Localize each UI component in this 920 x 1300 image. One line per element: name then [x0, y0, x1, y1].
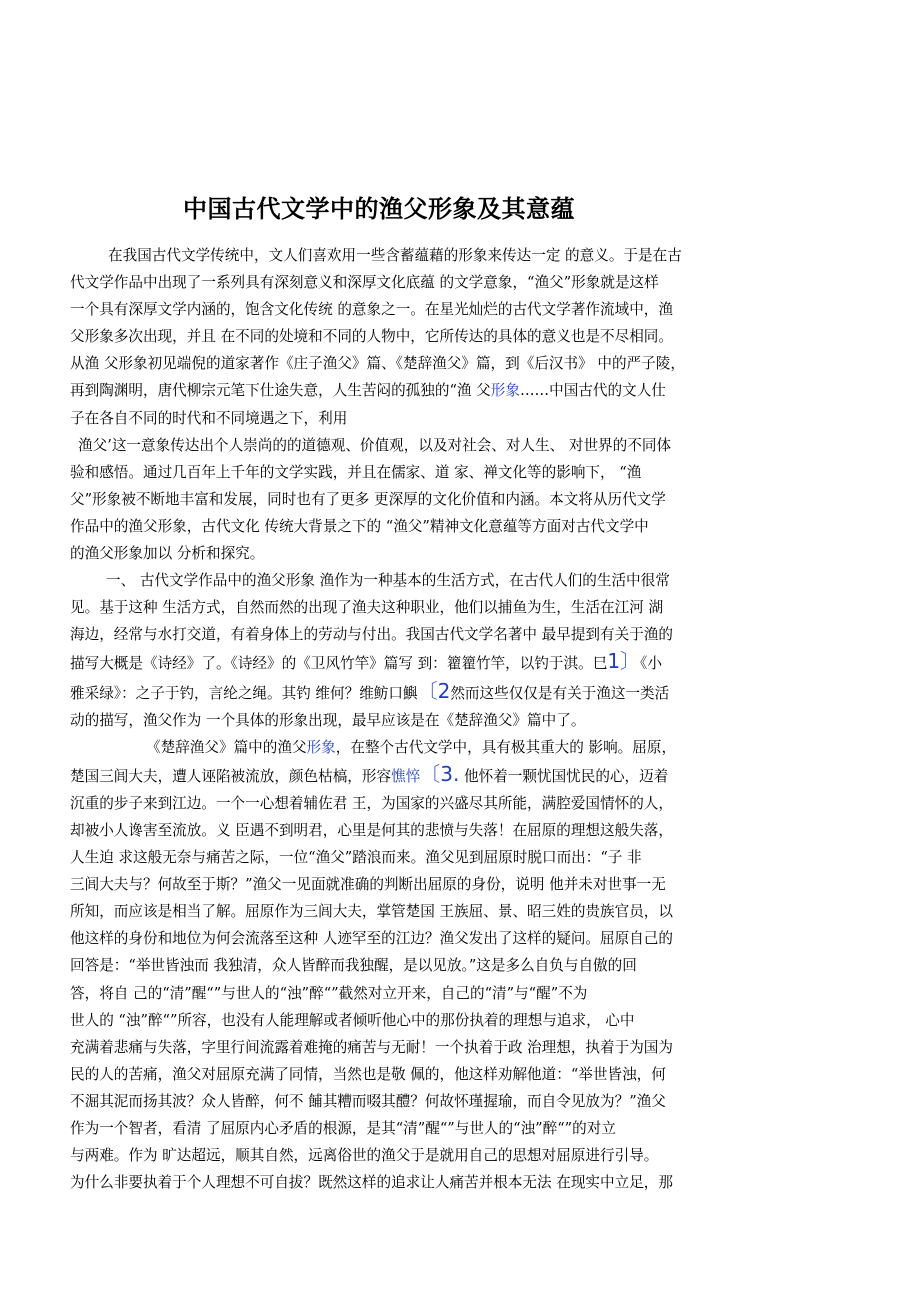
text-line: 父”形象被不断地丰富和发展，同时也有了更多 更深厚的文化价值和内涵。本文将从历代文学 [70, 490, 666, 508]
highlighted-word: 形象 [306, 738, 336, 756]
document-body [70, 242, 720, 1196]
text-line: 一、 古代文学作品中的渔父形象 渔作为一种基本的生活方式，在古代人们的生活中很常 [106, 572, 670, 590]
text-line: 作品中的渔父形象，古代文化 传统大背景之下的 “渔父”精神文化意蕴等方面对古代文学中 [70, 517, 649, 535]
text-line: 再到陶渊明，唐代柳宗元笔下仕途失意，人生苦闷的孤独的“渔 父形象……中国古代的文人仕 [70, 382, 666, 400]
text-line: 充满着悲痛与失落，字里行间流露着难掩的痛苦与无耐！一个执着于政 治理想，执着于为国为 [70, 1038, 673, 1056]
page-title: 中国古代文学中的渔父形象及其意蕴 [183, 195, 575, 223]
text-line: 动的描写，渔父作为 一个具体的形象出现，最早应该是在《楚辞渔父》篇中了。 [70, 711, 586, 729]
text-line: 回答是：“举世皆浊而 我独清，众人皆醉而我独醒，是以见放。”这是多么自负与自傲的回 [70, 957, 637, 975]
text-line: 的渔父形象加以 分析和探究。 [70, 545, 265, 563]
text-line: 不淈其泥而扬其波？众人皆醉，何不 餔其糟而啜其醴？何故怀瑾握瑜，而自令见放为？”渔父 [70, 1092, 666, 1110]
text-line: 作为一个智者，看清 了屈原内心矛盾的根源，是其“清”醒“”与世人的“浊”醉“”的对立 [70, 1120, 616, 1137]
text-line: 却被小人谗害至流放。义 臣遇不到明君，心里是何其的悲愤与失落！在屈原的理想这般失落， [70, 821, 673, 839]
text-line: 所知，而应该是相当了解。屈原作为三闾大夫，掌管楚国 王族屈、景、昭三姓的贵族官员，以 [70, 903, 673, 921]
text-line: 验和感悟。通过几百年上千年的文学实践，并且在儒家、道 家、禅文化等的影响下， “渔 [70, 463, 642, 481]
footnote-ref: 1〕 [607, 649, 641, 674]
text-line: 楚国三闾大夫，遭人诬陷被流放，颜色枯槁，形容憔悴〔3. 他怀着一颗忧国忧民的心，迈着 [70, 761, 669, 786]
text-line: 父形象多次出现，并且 在不同的处境和不同的人物中，它所传达的具体的意义也是不尽相同。 [70, 328, 673, 346]
text-line: 与两难。作为 旷达超远，顺其自然，远离俗世的渔父于是就用自己的思想对屈原进行引导。 [70, 1147, 659, 1165]
text-line: 海边，经常与水打交道，有着身体上的劳动与付出。我国古代文学名著中 最早提到有关于渔的 [70, 626, 673, 644]
text-line: 描写大概是《诗经》了。《诗经》的《卫风竹竿》篇写 到：籊籊竹竿，以钓于淇。巳1〕《小 [70, 649, 662, 674]
footnote-ref: 〔2 [417, 678, 451, 703]
text-line: 代文学作品中出现了一系列具有深刻意义和深厚文化底蕴 的文学意象，“渔父”形象就是这样 [70, 274, 659, 292]
footnote-ref: 〔3. [420, 761, 460, 786]
text-line: 在我国古代文学传统中，文人们喜欢用一些含蓄蕴藉的形象来传达一定 的意义。于是在古 [108, 247, 682, 264]
text-line: 人生迫 求这般无奈与痛苦之际，一位“渔父”踏浪而来。渔父见到屈原时脱口而出：“子 非 [70, 849, 642, 867]
highlighted-word: 憔悴 [391, 767, 421, 785]
highlighted-word: 形象 [490, 382, 520, 400]
text-line: 世人的 “浊”醉“”所容，也没有人能理解或者倾听他心中的那份执着的理想与追求， 心中 [70, 1011, 635, 1029]
text-line: 沉重的步子来到江边。一个一心想着辅佐君 王，为国家的兴盛尽其所能，满腔爱国情怀的人， [70, 794, 673, 812]
text-line: 从渔 父形象初见端倪的道家著作《庄子渔父》篇、《楚辞渔父》篇，到《后汉书》 中的严子陵， [70, 355, 685, 373]
text-line: 答，将自 己的“清”醒“”与世人的“浊”醉“”截然对立开来，自己的“清”与“醒”不为 [70, 984, 588, 1002]
text-line: 一个具有深厚文学内涵的，饱含文化传统 的意象之一。在星光灿烂的古代文学著作流域中，渔 [70, 301, 673, 319]
text-line: 民的人的苦痛，渔父对屈原充满了同情，当然也是敬 佩的，他这样劝解他道：“举世皆浊，何 [70, 1065, 666, 1083]
text-line: 雅采绿》：之子于钓，言纶之绳。其钓 维何？维鲂口鱮〔2然而这些仅仅是有关于渔这一类活 [70, 678, 670, 703]
text-line: 见。基于这种 生活方式，自然而然的出现了渔夫这种职业，他们以捕鱼为生，生活在江河 湖 [70, 599, 664, 617]
text-line: 三闾大夫与？何故至于斯？”渔父一见面就准确的判断出屈原的身份，说明 他并未对世事一无 [70, 876, 666, 894]
text-line: 为什么非要执着于个人理想不可自拔？既然这样的追求让人痛苦并根本无法 在现实中立足，那 [70, 1174, 673, 1192]
text-line: 子在各自不同的时代和不同境遇之下，利用 [70, 409, 348, 427]
text-line: 《楚辞渔父》篇中的渔父形象，在整个古代文学中，具有极其重大的 影响。屈原， [146, 738, 677, 756]
text-line: 渔父’这一意象传达出个人崇尚的的道德观、价值观，以及对社会、对人生、 对世界的不同体 [78, 436, 672, 454]
text-line: 他这样的身份和地位为何会流落至这种 人迹罕至的江边？渔父发出了这样的疑问。屈原自己的 [70, 930, 673, 948]
